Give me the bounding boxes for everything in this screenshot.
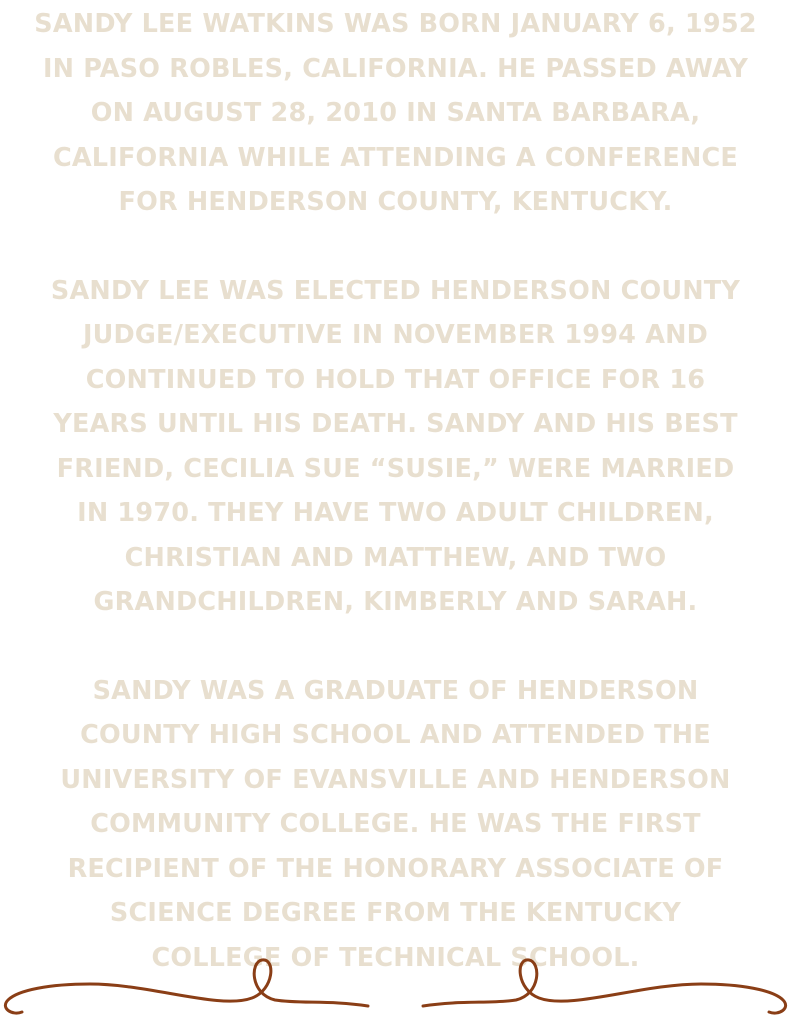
- left-flourish-icon: [5, 960, 368, 1013]
- right-flourish-icon: [423, 960, 786, 1013]
- flourish-divider-icon: [0, 950, 791, 1024]
- bio-paragraph-education: SANDY WAS A GRADUATE OF HENDERSON COUNTY HIGH SCHOOL AND ATTENDED THE UNIVERSITY OF EVANSVILLE AND HENDERSON COMMUNITY COLLEGE. HE WAS THE FIRST RECIPIENT OF THE HONORARY ASSOCIATE OF SCIENCE DEGREE FROM THE KENTUCKY COLLEGE OF TECHNICAL SCHOOL.: [60, 675, 731, 973]
- bio-paragraph-career-family: SANDY LEE WAS ELECTED HENDERSON COUNTY JUDGE/EXECUTIVE IN NOVEMBER 1994 AND CONTINUED TO HOLD THAT OFFICE FOR 16 YEARS UNTIL HIS DEATH. SANDY AND HIS BEST FRIEND, CECILIA SUE “SUSIE,” WERE MARRIED IN 1970. THEY HAVE TWO ADULT CHILDREN, CHRISTIAN AND MATTHEW, AND TWO GRANDCHILDREN, KIMBERLY AND SARAH.: [50, 275, 741, 617]
- bio-paragraph-birth: SANDY LEE WATKINS WAS BORN JANUARY 6, 1952 IN PASO ROBLES, CALIFORNIA. HE PASSED AWAY ON AUGUST 28, 2010 IN SANTA BARBARA, CALIFORNIA WHILE ATTENDING A CONFERENCE FOR HENDERSON COUNTY, KENTUCKY.: [34, 9, 757, 217]
